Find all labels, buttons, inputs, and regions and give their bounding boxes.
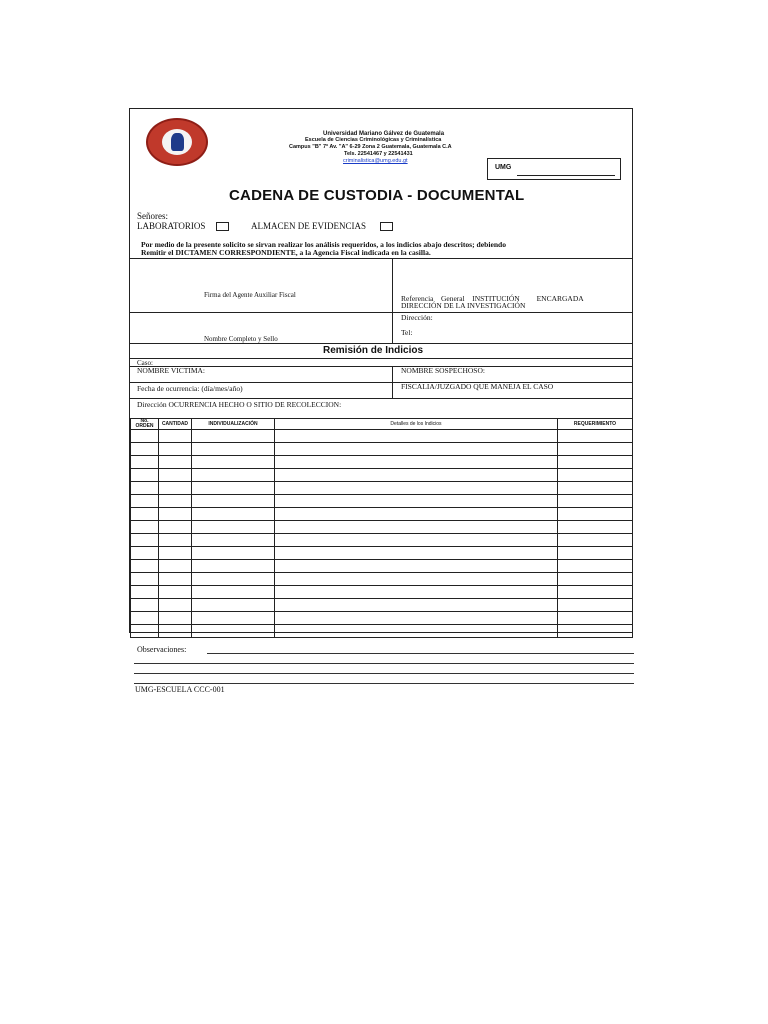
cell-requerimiento[interactable] — [558, 625, 633, 638]
cell-individualizacion[interactable] — [192, 456, 275, 469]
cell-cantidad[interactable] — [159, 573, 192, 586]
cell-orden[interactable] — [131, 482, 159, 495]
cell-detalles[interactable] — [275, 430, 558, 443]
cell-orden[interactable] — [131, 573, 159, 586]
cell-requerimiento[interactable] — [558, 508, 633, 521]
cell-requerimiento[interactable] — [558, 586, 633, 599]
almacen-label: ALMACEN DE EVIDENCIAS — [251, 221, 366, 231]
cell-individualizacion[interactable] — [192, 495, 275, 508]
fiscalia-label: FISCALIA/JUZGADO QUE MANEJA EL CASO — [401, 382, 554, 391]
cell-orden[interactable] — [131, 560, 159, 573]
cell-detalles[interactable] — [275, 508, 558, 521]
cell-individualizacion[interactable] — [192, 599, 275, 612]
table-row — [131, 560, 633, 573]
observaciones-label: Observaciones: — [137, 645, 187, 654]
col-header-requerimiento: REQUERIMIENTO — [558, 419, 633, 430]
cell-cantidad[interactable] — [159, 586, 192, 599]
divider — [129, 258, 633, 259]
cell-cantidad[interactable] — [159, 625, 192, 638]
cell-orden[interactable] — [131, 443, 159, 456]
cell-requerimiento[interactable] — [558, 456, 633, 469]
table-row — [131, 482, 633, 495]
cell-detalles[interactable] — [275, 547, 558, 560]
table-row — [131, 495, 633, 508]
col-header-detalles: Detalles de los Indicios — [275, 419, 558, 430]
cell-cantidad[interactable] — [159, 521, 192, 534]
cell-cantidad[interactable] — [159, 430, 192, 443]
cell-cantidad[interactable] — [159, 508, 192, 521]
cell-orden[interactable] — [131, 495, 159, 508]
cell-individualizacion[interactable] — [192, 612, 275, 625]
fecha-label: Fecha de ocurrencia: (día/mes/año) — [137, 384, 243, 393]
cell-orden[interactable] — [131, 547, 159, 560]
remision-title: Remisión de Indicios — [323, 345, 424, 356]
cell-cantidad[interactable] — [159, 599, 192, 612]
divider — [392, 258, 393, 343]
cell-individualizacion[interactable] — [192, 482, 275, 495]
greeting: Señores: — [137, 211, 168, 221]
cell-requerimiento[interactable] — [558, 547, 633, 560]
cell-requerimiento[interactable] — [558, 495, 633, 508]
umg-field-line[interactable] — [517, 175, 615, 176]
cell-requerimiento[interactable] — [558, 521, 633, 534]
col-header-cantidad: CANTIDAD — [159, 419, 192, 430]
divider — [129, 398, 633, 399]
sospechoso-label: NOMBRE SOSPECHOSO: — [401, 366, 485, 375]
cell-individualizacion[interactable] — [192, 430, 275, 443]
university-name: Universidad Mariano Gálvez de Guatemala — [323, 131, 445, 137]
col-header-individualizacion: INDIVIDUALIZACIÓN — [192, 419, 275, 430]
direccion-hecho-label: Dirección OCURRENCIA HECHO O SITIO DE RECOLECCION: — [137, 400, 342, 409]
victima-label: NOMBRE VICTIMA: — [137, 366, 205, 375]
direccion-label: Dirección: — [401, 313, 433, 322]
cell-cantidad[interactable] — [159, 443, 192, 456]
cell-individualizacion[interactable] — [192, 586, 275, 599]
request-text-line2: Remitir el DICTAMEN CORRESPONDIENTE, a la Agencia Fiscal indicada en la casilla. — [141, 248, 431, 257]
university-logo — [146, 118, 208, 166]
request-text-line1: Por medio de la presente solicito se sirvan realizar los análisis requeridos, a los indicios abajo descritos; debiendo — [141, 240, 507, 249]
cell-individualizacion[interactable] — [192, 625, 275, 638]
divider — [129, 343, 633, 344]
cell-cantidad[interactable] — [159, 547, 192, 560]
cell-detalles[interactable] — [275, 482, 558, 495]
cell-detalles[interactable] — [275, 469, 558, 482]
table-body — [131, 430, 633, 638]
cell-individualizacion[interactable] — [192, 508, 275, 521]
cell-orden[interactable] — [131, 508, 159, 521]
table-row — [131, 430, 633, 443]
table-row — [131, 443, 633, 456]
divider — [129, 312, 633, 313]
cell-detalles[interactable] — [275, 586, 558, 599]
address: Campus "B" 7ª Av. "A" 6-29 Zona 2 Guatemala, Guatemala C.A — [289, 144, 452, 150]
cell-cantidad[interactable] — [159, 456, 192, 469]
table-row — [131, 508, 633, 521]
cell-cantidad[interactable] — [159, 482, 192, 495]
indicios-table — [130, 418, 633, 638]
table-row — [131, 456, 633, 469]
cell-detalles[interactable] — [275, 495, 558, 508]
table-header-row — [131, 419, 633, 430]
cell-individualizacion[interactable] — [192, 521, 275, 534]
table-row — [131, 469, 633, 482]
cell-requerimiento[interactable] — [558, 612, 633, 625]
referencia-line1: Referencia General INSTITUCIÓN ENCARGADA — [401, 294, 584, 303]
caso-label: Caso: — [137, 359, 153, 367]
cell-requerimiento[interactable] — [558, 573, 633, 586]
table-row — [131, 547, 633, 560]
cell-individualizacion[interactable] — [192, 443, 275, 456]
cell-detalles[interactable] — [275, 521, 558, 534]
cell-detalles[interactable] — [275, 612, 558, 625]
table-row — [131, 612, 633, 625]
cell-orden[interactable] — [131, 521, 159, 534]
school-name: Escuela de Ciencias Criminológicas y Criminalística — [305, 137, 442, 143]
divider — [129, 358, 633, 359]
cell-individualizacion[interactable] — [192, 534, 275, 547]
observaciones-line[interactable] — [134, 673, 634, 674]
cell-requerimiento[interactable] — [558, 482, 633, 495]
cell-requerimiento[interactable] — [558, 534, 633, 547]
cell-cantidad[interactable] — [159, 469, 192, 482]
cell-detalles[interactable] — [275, 443, 558, 456]
observaciones-line[interactable] — [134, 663, 634, 664]
document-title: CADENA DE CUSTODIA - DOCUMENTAL — [229, 187, 525, 204]
cell-individualizacion[interactable] — [192, 560, 275, 573]
table-row — [131, 625, 633, 638]
col-header-orden: No. ORDEN — [131, 419, 159, 430]
cell-orden[interactable] — [131, 625, 159, 638]
cell-individualizacion[interactable] — [192, 573, 275, 586]
observaciones-line[interactable] — [207, 653, 634, 654]
cell-orden[interactable] — [131, 599, 159, 612]
cell-requerimiento[interactable] — [558, 430, 633, 443]
cell-detalles[interactable] — [275, 456, 558, 469]
cell-orden[interactable] — [131, 469, 159, 482]
table-row — [131, 521, 633, 534]
cell-individualizacion[interactable] — [192, 469, 275, 482]
cell-cantidad[interactable] — [159, 495, 192, 508]
observaciones-line[interactable] — [134, 683, 634, 684]
cell-requerimiento[interactable] — [558, 443, 633, 456]
nombre-sello-label: Nombre Completo y Sello — [204, 335, 278, 343]
phones: Tels. 22541467 y 22541431 — [344, 151, 413, 157]
cell-detalles[interactable] — [275, 573, 558, 586]
table-row — [131, 599, 633, 612]
logo-figure-icon — [171, 133, 184, 151]
umg-label: UMG — [495, 164, 512, 171]
cell-orden[interactable] — [131, 456, 159, 469]
laboratorios-checkbox[interactable] — [216, 222, 229, 231]
divider — [129, 382, 633, 383]
table-row — [131, 534, 633, 547]
cell-cantidad[interactable] — [159, 612, 192, 625]
table-row — [131, 586, 633, 599]
cell-requerimiento[interactable] — [558, 560, 633, 573]
cell-cantidad[interactable] — [159, 534, 192, 547]
table-row — [131, 573, 633, 586]
tel-label: Tel: — [401, 328, 413, 337]
almacen-checkbox[interactable] — [380, 222, 393, 231]
cell-detalles[interactable] — [275, 625, 558, 638]
firma-label: Firma del Agente Auxiliar Fiscal — [204, 291, 296, 299]
cell-orden[interactable] — [131, 612, 159, 625]
email-link[interactable]: criminalistica@umg.edu.gt — [343, 158, 408, 164]
cell-detalles[interactable] — [275, 534, 558, 547]
cell-requerimiento[interactable] — [558, 469, 633, 482]
cell-detalles[interactable] — [275, 599, 558, 612]
cell-orden[interactable] — [131, 534, 159, 547]
cell-individualizacion[interactable] — [192, 547, 275, 560]
laboratorios-label: LABORATORIOS — [137, 221, 206, 231]
cell-detalles[interactable] — [275, 560, 558, 573]
cell-requerimiento[interactable] — [558, 599, 633, 612]
cell-cantidad[interactable] — [159, 560, 192, 573]
cell-orden[interactable] — [131, 430, 159, 443]
referencia-line2: DIRECCIÓN DE LA INVESTIGACIÓN — [401, 301, 526, 310]
footer-code: UMG-ESCUELA CCC-001 — [135, 685, 225, 694]
cell-orden[interactable] — [131, 586, 159, 599]
